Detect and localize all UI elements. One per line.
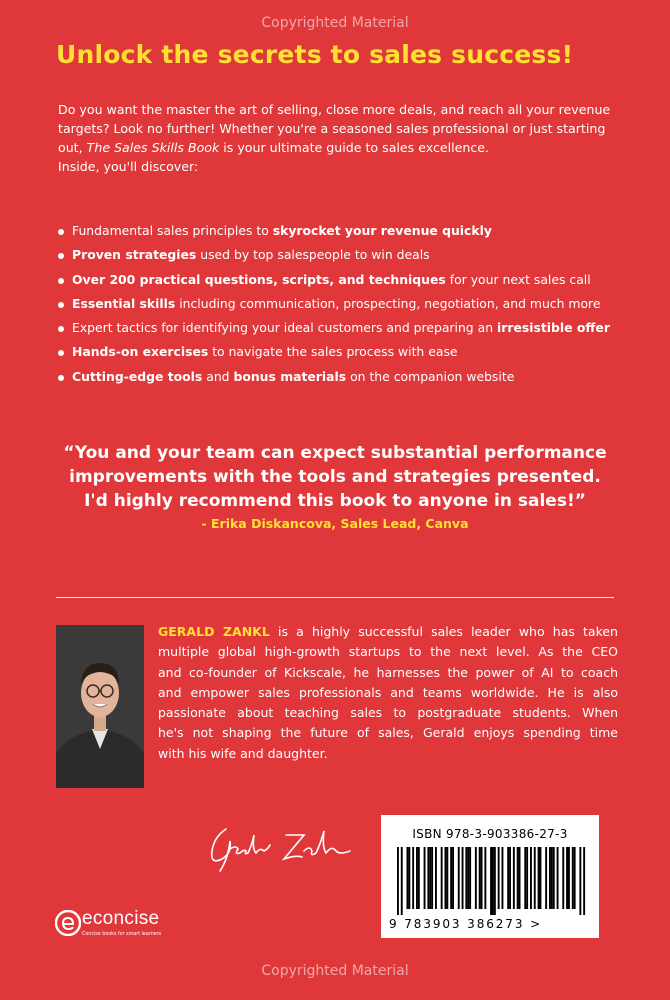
intro-line: out, The Sales Skills Book is your ultimate guide to sales excellence. [58,140,490,155]
barcode-bar [568,847,570,909]
list-item: Proven strategies used by top salespeople to win deals [58,243,628,267]
bio-line: GERALD ZANKL is a highly successful sales leader who has taken [158,624,618,639]
intro-line: targets? Look no further! Whether you're a seasoned sales professional or just starting [58,121,606,136]
watermark-top: Copyrighted Material [261,15,409,31]
barcode-bar [545,847,547,909]
bio-line: multiple global high-growth startups to the next level. As the CEO [158,644,618,660]
intro-paragraph [58,100,618,176]
barcode-bar [579,847,581,915]
isbn-label: ISBN 978-3-903386-27-3 [412,827,568,841]
watermark-bottom: Copyrighted Material [261,963,409,979]
barcode-bar [557,847,559,909]
barcode-bar [574,847,576,909]
author-name: GERALD ZANKL [158,624,270,639]
isbn-barcode [381,815,599,938]
barcode-bar [517,847,519,909]
barcode-bar [509,847,511,909]
barcode-bar [427,847,429,909]
headline: Unlock the secrets to sales success! [56,40,574,69]
barcode-bar [583,847,585,915]
barcode-bar [494,847,496,915]
author-signature [200,815,360,875]
bio-line: and empower sales professionals and teams worldwide. He is also [158,684,618,700]
divider [56,597,614,598]
barcode-bar [424,847,426,909]
list-item: Fundamental sales principles to skyrocket your revenue quickly [58,219,628,243]
barcode-bar [416,847,418,909]
barcode-bar [534,847,536,909]
list-item: Over 200 practical questions, scripts, and techniques for your next sales call [58,268,628,292]
barcode-bar [526,847,528,909]
quote-line: I'd highly recommend this book to anyone in sales!” [84,491,586,511]
bio-line: he's not shaping the future of sales, Gerald enjoys spending time [158,725,618,741]
barcode-digits: 9 783903 386273 > [389,917,543,931]
barcode-bar [418,847,420,909]
feature-list [58,219,628,389]
barcode-bar [465,847,467,909]
quote-line: improvements with the tools and strategies presented. [69,467,601,487]
barcode-bar [549,847,551,909]
barcode-bar [562,847,564,909]
barcode-bar [524,847,526,909]
barcode-bar [445,847,447,909]
quote-line: “You and your team can expect substantial performance [63,443,607,463]
barcode-bar [481,847,483,909]
barcode-bar [551,847,553,909]
barcode-bar [566,847,568,909]
barcode-bar [469,847,471,909]
barcode-bar [507,847,509,909]
barcode-bar [452,847,454,909]
barcode-bar [475,847,477,909]
bio-line: passionate about teaching sales to postgraduate students. When [158,705,618,721]
barcode-bar [513,847,515,909]
bio-line: and co-founder of Kickscale, he harnesses the power of AI to coach [158,664,618,680]
barcode-bar [401,847,403,915]
barcode-bar [450,847,452,909]
barcode-bar [446,847,448,909]
barcode-bar [530,847,532,909]
list-item: Cutting-edge tools and bonus materials on the companion website [58,365,628,389]
logo-text: econcise [82,908,160,929]
testimonial-quote [40,441,630,513]
author-bio [158,622,618,764]
list-item: Hands-on exercises to navigate the sales process with ease [58,340,628,364]
barcode-bar [492,847,494,915]
barcode-bar [490,847,492,915]
econcise-logo-icon [55,910,81,936]
barcode-bar [431,847,433,909]
barcode-bar [502,847,504,909]
barcode-bars [397,847,587,915]
barcode-bar [408,847,410,909]
barcode-bar [458,847,460,909]
barcode-bar [479,847,481,909]
barcode-bar [467,847,469,909]
publisher-logo [55,906,195,946]
barcode-bar [441,847,443,909]
barcode-bar [397,847,399,915]
barcode-bar [553,847,555,909]
logo-tagline: Concise books for smart learners [82,932,162,937]
list-item: Essential skills including communication, prospecting, negotiation, and much more [58,292,628,316]
list-item: Expert tactics for identifying your ideal customers and preparing an irresistible offer [58,316,628,340]
intro-line: Inside, you'll discover: [58,159,199,174]
barcode-bar [540,847,542,909]
barcode-bar [572,847,574,909]
barcode-bar [429,847,431,909]
barcode-bar [462,847,464,909]
barcode-bar [498,847,500,909]
barcode-bar [519,847,521,909]
book-title: The Sales Skills Book [86,140,220,155]
author-photo [56,625,144,788]
intro-line: Do you want the master the art of selling, close more deals, and reach all your revenue [58,102,611,117]
bio-line: with his wife and daughter. [158,745,328,761]
barcode-bar [412,847,414,909]
barcode-bar [484,847,486,909]
barcode-bar [538,847,540,909]
quote-attribution: - Erika Diskancova, Sales Lead, Canva [201,516,469,531]
barcode-bar [407,847,409,909]
barcode-bar [435,847,437,909]
